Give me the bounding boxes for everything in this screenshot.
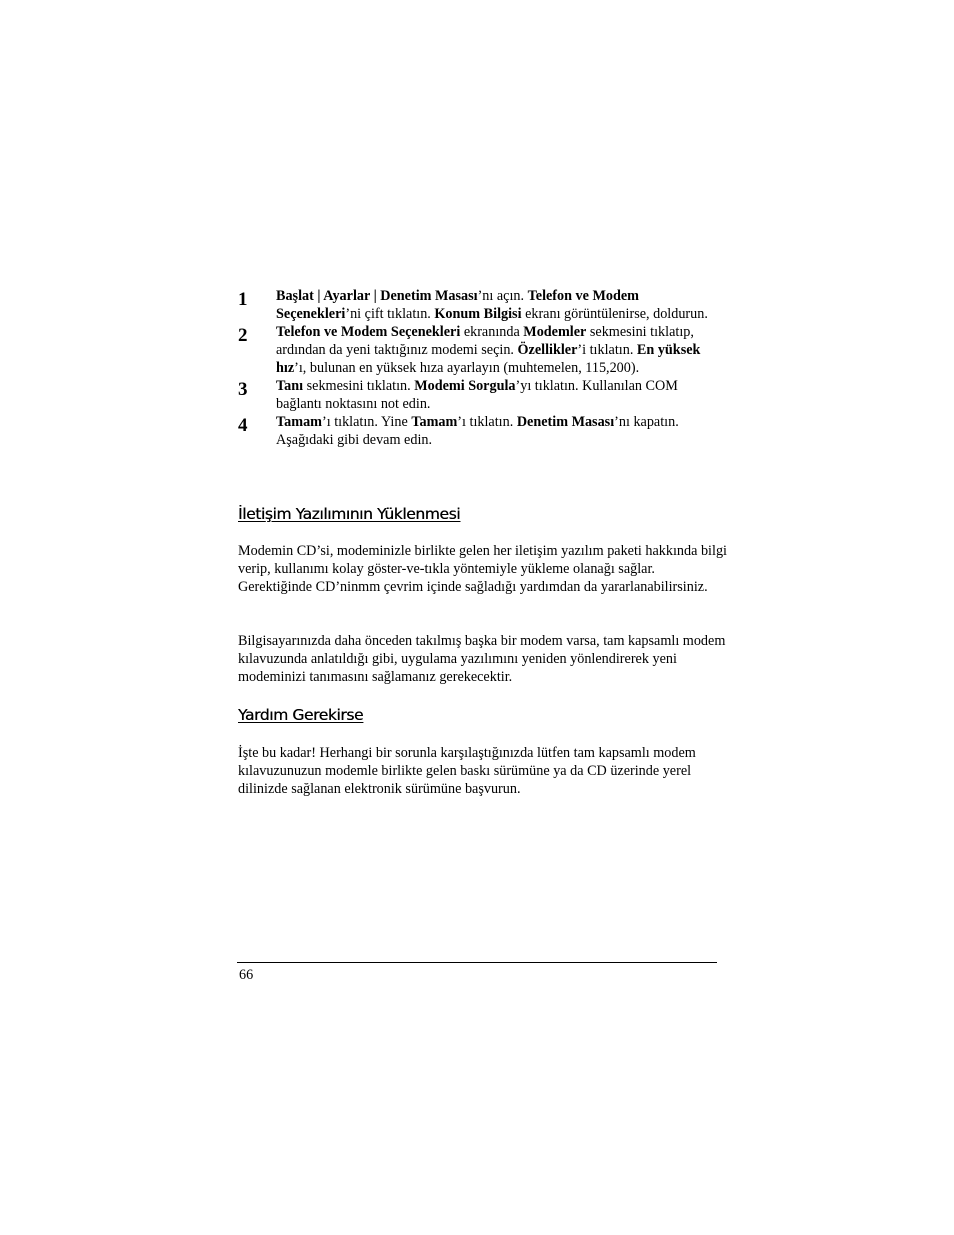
step-text-bold: Özellikler xyxy=(517,342,578,358)
step-text-run: ’nı kapatın. Aşağıdaki gibi devam edin. xyxy=(276,414,679,448)
step-text-bold: Başlat | Ayarlar | Denetim Masası xyxy=(276,288,478,304)
paragraph: Modemin CD’si, modeminizle birlikte gelen her iletişim yazılım paketi hakkında bilgi verip, kullanımı kolay göster-ve-tıkla yöntemiyle yükleme olanağı sağlar. Gerektiğinde CD’ninmm çevrim içinde sağladığı yardımdan da yararlanabilirsiniz. xyxy=(238,543,727,595)
step-text xyxy=(276,377,718,413)
step-text-run: ’ı tıklatın. Yine xyxy=(321,414,412,430)
paragraph: Bilgisayarınızda daha önceden takılmış başka bir modem varsa, tam kapsamlı modem kılavuzunda anlatıldığı gibi, uygulama yazılımını yeniden yönlendirerek yeni modeminizi tanımasını sağlamanız gerekecektir. xyxy=(238,633,726,685)
step-text-run: ’nı açın. xyxy=(477,288,528,304)
step-item xyxy=(238,377,718,413)
step-item xyxy=(238,413,718,449)
step-text-bold: Telefon ve Modem Seçenekleri xyxy=(276,324,461,340)
page-number: 66 xyxy=(239,967,254,983)
step-number: 3 xyxy=(238,379,248,400)
step-item xyxy=(238,287,718,323)
step-item xyxy=(238,323,718,377)
step-text-run: ’yı tıklatın. Kullanılan COM bağlantı noktasını not edin. xyxy=(276,378,678,412)
step-text-run: sekmesini tıklatın. xyxy=(303,378,415,394)
step-text-run: ’ı tıklatın. xyxy=(457,414,517,430)
step-text-bold: Tanı xyxy=(276,378,304,394)
footer-divider xyxy=(237,962,717,963)
section-heading-communication-software: İletişim Yazılımının Yüklenmesi xyxy=(238,505,461,523)
step-text-bold: Modemi Sorgula xyxy=(414,378,516,394)
step-text xyxy=(276,323,718,377)
step-number: 2 xyxy=(238,325,248,346)
section-heading-help: Yardım Gerekirse xyxy=(238,706,364,724)
step-number: 4 xyxy=(238,415,248,436)
step-text-bold: En yüksek hız xyxy=(276,342,701,376)
step-number: 1 xyxy=(238,289,248,310)
step-text-bold: Konum Bilgisi xyxy=(434,306,522,322)
step-text-run: ’ı, bulunan en yüksek hıza ayarlayın (muhtemelen, 115,200). xyxy=(294,360,640,376)
step-text-bold: Modemler xyxy=(523,324,587,340)
step-text xyxy=(276,413,718,449)
step-text-bold: Tamam xyxy=(276,414,322,430)
paragraph: İşte bu kadar! Herhangi bir sorunla karşılaştığınızda lütfen tam kapsamlı modem kılavuzunuzun modemle birlikte gelen baskı sürümüne ya da CD üzerinde yerel dilinizde sağlanan elektronik sürümüne başvurun. xyxy=(238,745,696,797)
step-text-run: sekmesini tıklatıp, ardından da yeni taktığınız modemi seçin. xyxy=(276,324,694,358)
step-text-bold: Denetim Masası xyxy=(516,414,615,430)
step-text-bold: Telefon ve Modem Seçenekleri xyxy=(276,288,639,322)
step-text-run: ’ni çift tıklatın. xyxy=(345,306,435,322)
step-text-bold: Tamam xyxy=(411,414,458,430)
step-text-run: ekranı görüntülenirse, doldurun. xyxy=(521,306,708,322)
step-text-run: ’i tıklatın. xyxy=(577,342,637,358)
step-text-run: ekranında xyxy=(460,324,524,340)
step-text xyxy=(276,287,718,323)
steps-list xyxy=(238,287,718,449)
